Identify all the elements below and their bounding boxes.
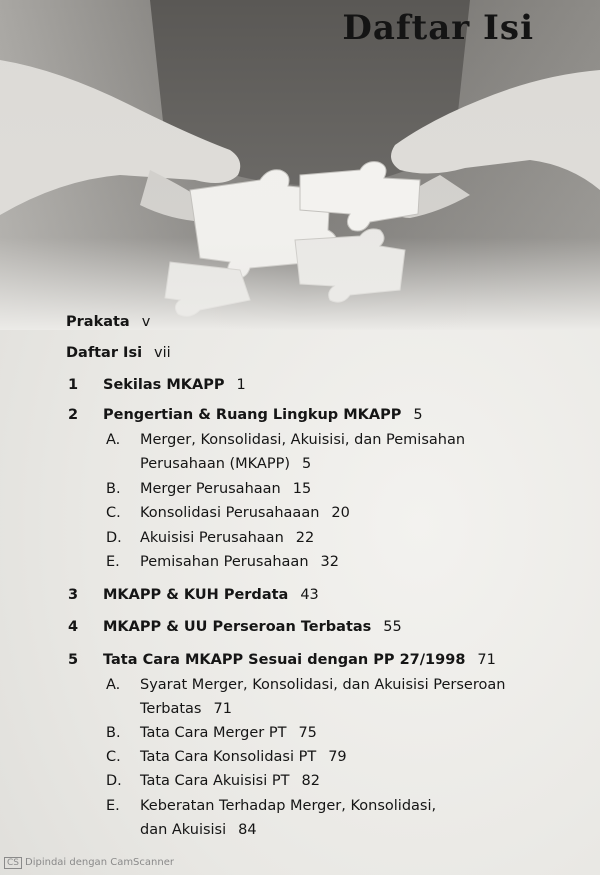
section-letter: D.	[106, 773, 122, 789]
toc-page-number: 22	[295, 530, 315, 546]
toc-entry-prakata	[66, 314, 150, 330]
toc-page-number: v	[141, 314, 151, 330]
toc-chapter-3	[68, 587, 78, 603]
section-entry	[140, 505, 350, 521]
section-entry	[140, 773, 320, 789]
section-letter: C.	[106, 749, 121, 765]
toc-page-number: vii	[154, 345, 171, 361]
chapter-number: 2	[68, 407, 79, 423]
toc-page-number: 20	[331, 505, 350, 521]
toc-page-number: 55	[383, 619, 402, 635]
chapter-title: Sekilas MKAPP	[103, 377, 225, 393]
section-entry	[140, 530, 314, 546]
watermark-text: Dipindai dengan CamScanner	[25, 857, 174, 868]
toc-page-number: 5	[413, 407, 423, 423]
chapter-number: 1	[68, 377, 79, 393]
section-entry	[140, 725, 317, 741]
toc-chapter-2-title	[103, 407, 423, 423]
toc-chapter-3-title	[103, 587, 319, 603]
section-title: Keberatan Terhadap Merger, Konsolidasi,	[140, 798, 437, 814]
toc-page-number: 32	[320, 554, 339, 570]
section-entry	[140, 481, 311, 497]
section-title-continued	[140, 456, 311, 472]
chapter-number: 4	[68, 619, 79, 635]
section-title: Tata Cara Konsolidasi PT	[140, 749, 317, 765]
chapter-title: Pengertian & Ruang Lingkup MKAPP	[103, 407, 402, 423]
section-letter: B.	[106, 481, 121, 497]
toc-chapter-4-title	[103, 619, 402, 635]
toc-page-number: 1	[236, 377, 246, 393]
section-title: Konsolidasi Perusahaaan	[140, 505, 320, 521]
toc-page-number: 5	[301, 456, 312, 472]
toc-chapter-5	[68, 652, 78, 668]
section-letter: C.	[106, 505, 121, 521]
toc-chapter-1-title	[103, 377, 246, 393]
toc-chapter-4	[68, 619, 78, 635]
chapter-title: MKAPP & KUH Perdata	[103, 587, 289, 603]
section-letter: E.	[106, 554, 120, 570]
toc-page-number: 79	[328, 749, 347, 765]
toc-chapter-2	[68, 407, 78, 423]
toc-chapter-5-title	[103, 652, 496, 668]
section-letter: D.	[106, 530, 122, 546]
section-title: Syarat Merger, Konsolidasi, dan Akuisisi Perseroan	[140, 677, 506, 693]
scanner-watermark	[4, 857, 174, 869]
toc-page-number: 71	[213, 701, 232, 717]
toc-chapter-1	[68, 377, 78, 393]
section-letter: E.	[106, 798, 120, 814]
section-title: Tata Cara Merger PT	[140, 725, 287, 741]
toc-page-number: 43	[300, 587, 319, 603]
section-letter: A.	[106, 432, 121, 448]
section-title-line2: dan Akuisisi	[140, 822, 227, 838]
chapter-number: 3	[68, 587, 79, 603]
section-title: Tata Cara Akuisisi PT	[140, 773, 290, 789]
section-title: Akuisisi Perusahaan	[140, 530, 284, 546]
toc-entry-title: Daftar Isi	[66, 345, 143, 361]
page-title: Daftar Isi	[342, 8, 534, 48]
section-title: Merger Perusahaan	[140, 481, 281, 497]
section-letter: B.	[106, 725, 121, 741]
section-letter: A.	[106, 677, 121, 693]
section-title-line2: Terbatas	[140, 701, 202, 717]
toc-page-number: 82	[301, 773, 320, 789]
section-title-continued	[140, 822, 257, 838]
chapter-title: MKAPP & UU Perseroan Terbatas	[103, 619, 372, 635]
toc-page-number: 84	[238, 822, 257, 838]
section-entry	[140, 749, 347, 765]
section-entry	[140, 554, 339, 570]
section-title-continued	[140, 701, 232, 717]
chapter-number: 5	[68, 652, 79, 668]
toc-entry-title: Prakata	[66, 314, 130, 330]
section-title: Merger, Konsolidasi, Akuisisi, dan Pemisahan	[140, 432, 466, 448]
toc-page-number: 75	[298, 725, 317, 741]
chapter-title: Tata Cara MKAPP Sesuai dengan PP 27/1998	[103, 652, 466, 668]
toc-page-number: 15	[292, 481, 312, 497]
toc-page-number: 71	[477, 652, 496, 668]
section-title-line2: Perusahaan (MKAPP)	[140, 456, 290, 472]
camscanner-badge: CS	[4, 857, 22, 869]
section-title: Pemisahan Perusahaan	[140, 554, 309, 570]
toc-entry-daftar-isi	[66, 345, 171, 361]
